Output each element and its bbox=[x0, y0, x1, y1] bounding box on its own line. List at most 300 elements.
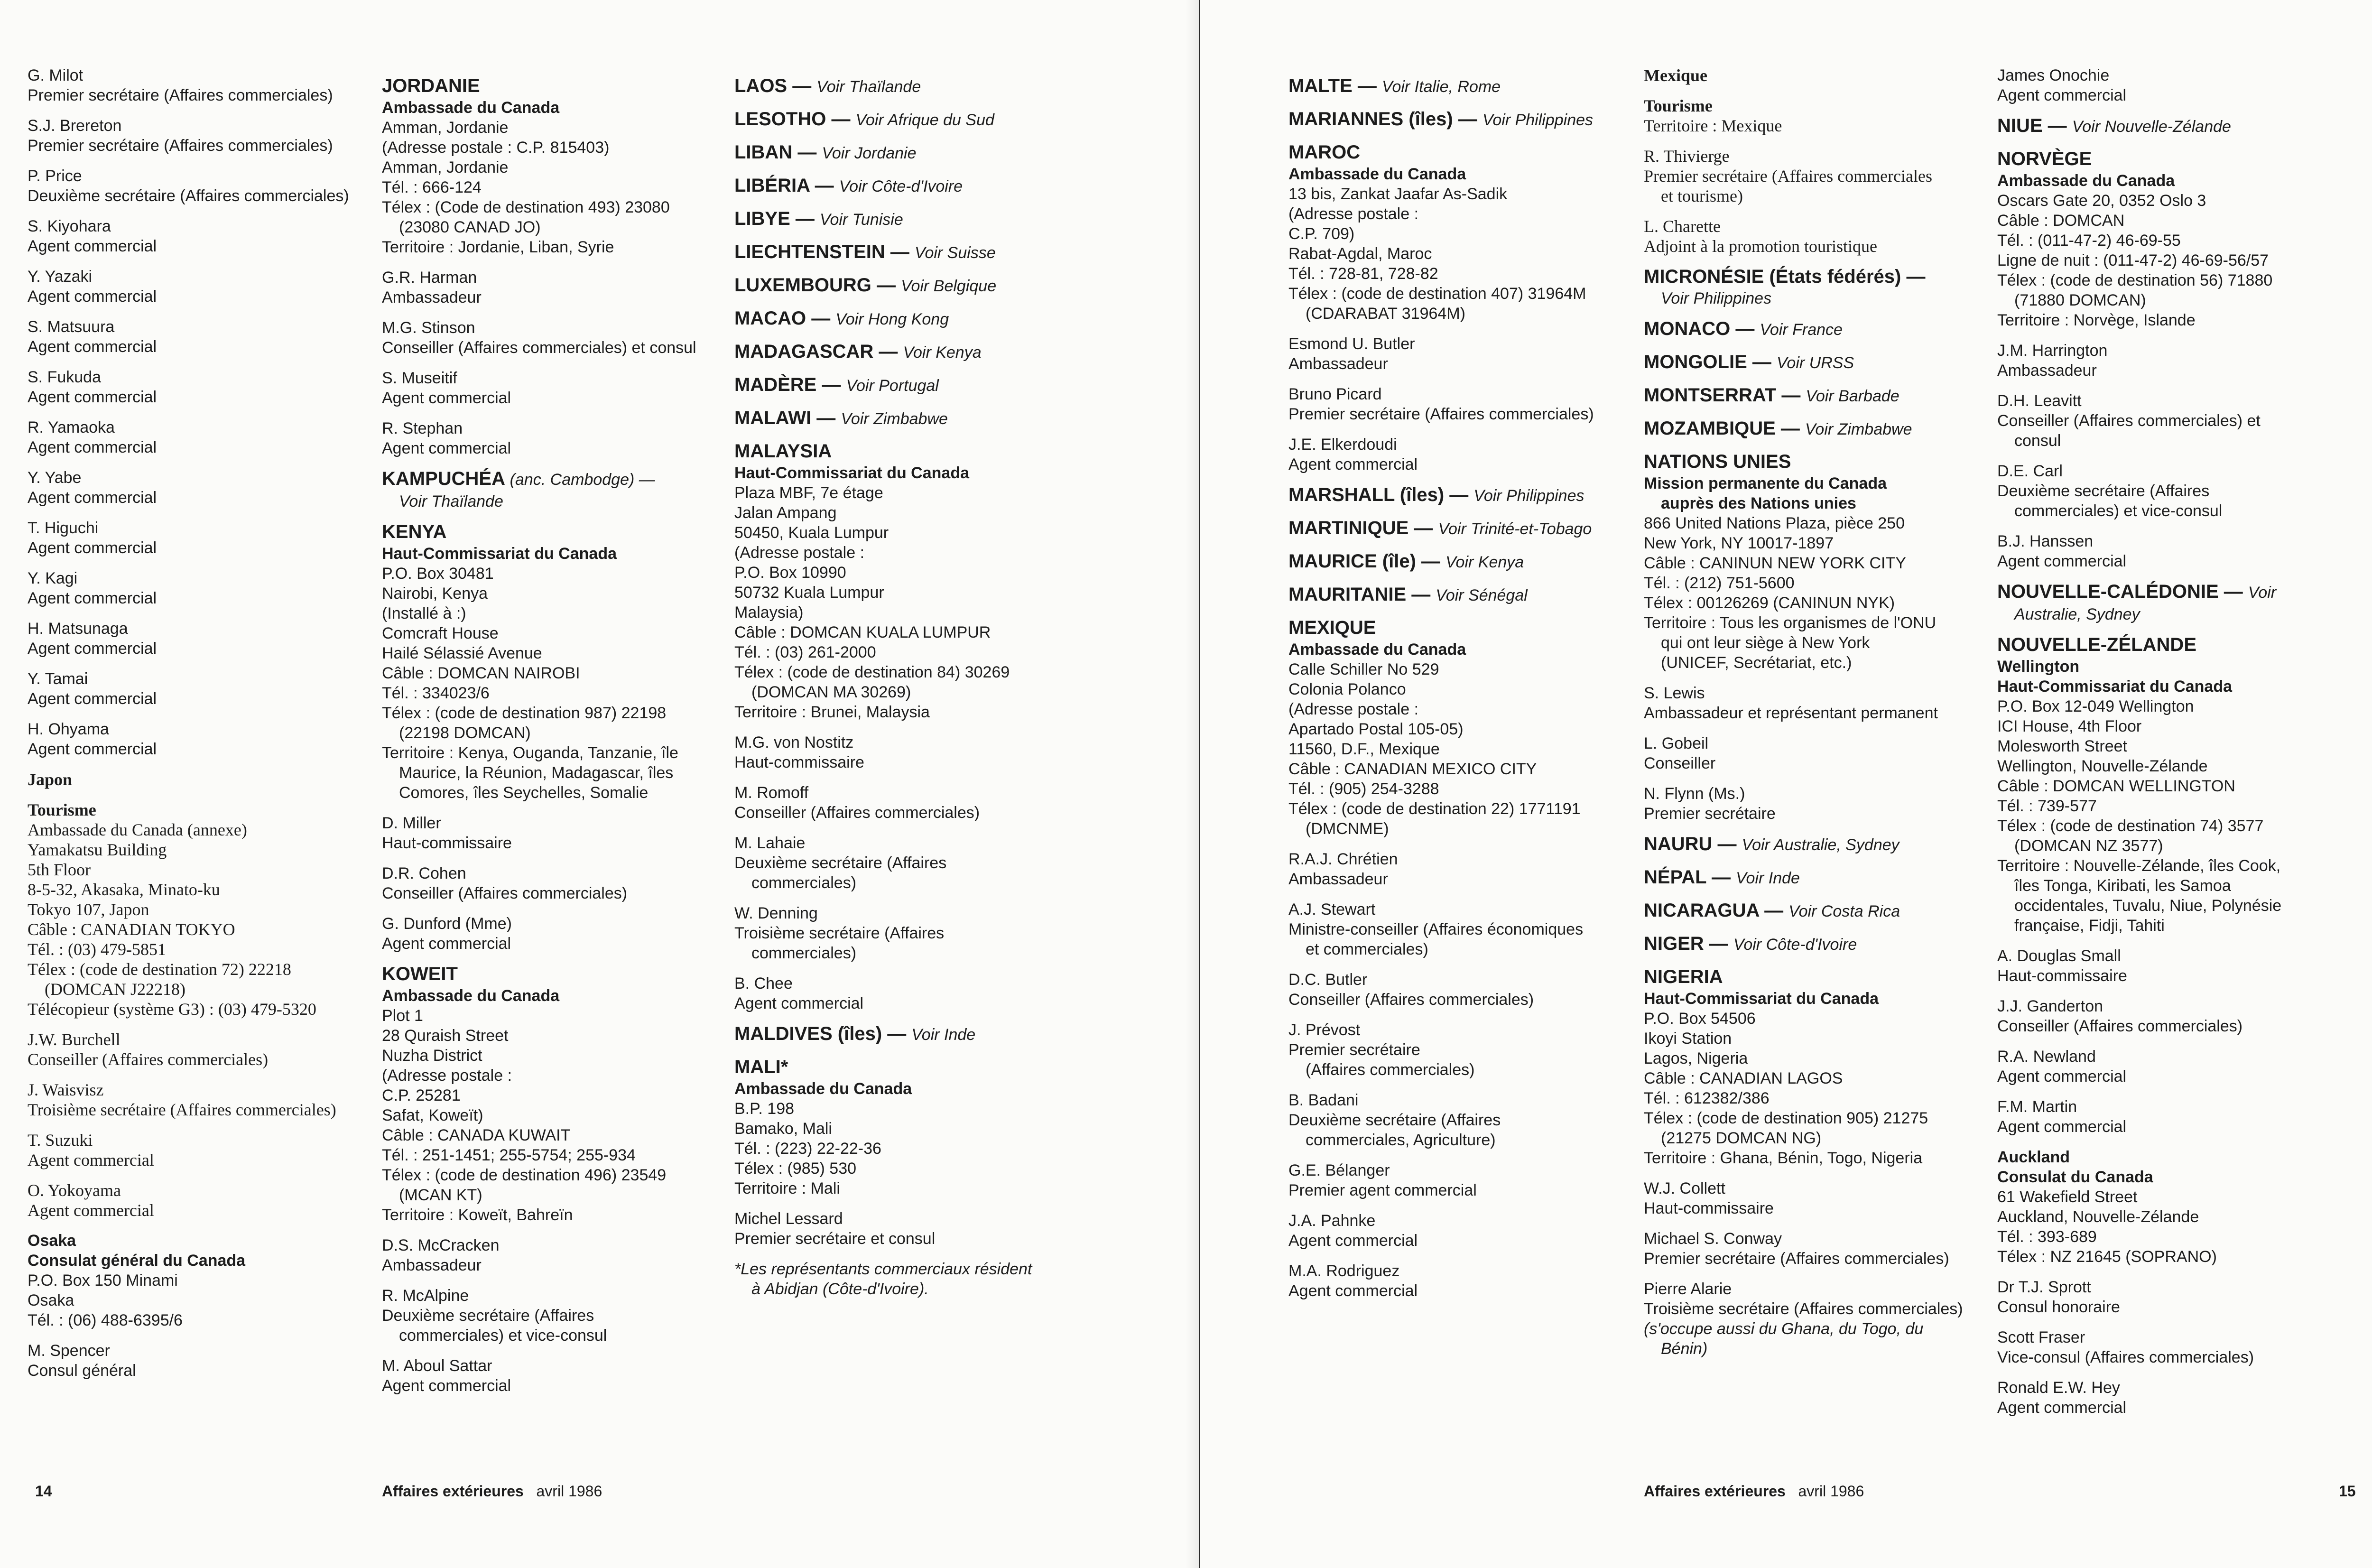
entry-line: Agent commercial bbox=[28, 740, 157, 758]
country-name: MAURITANIE — bbox=[1288, 584, 1431, 605]
column-5 bbox=[1644, 65, 1985, 1359]
entry-line: Pierre Alarie bbox=[1644, 1280, 1732, 1298]
entry-line: Agent commercial bbox=[382, 935, 511, 953]
country-name: MAURICE (île) — bbox=[1288, 551, 1440, 572]
spacer bbox=[28, 1019, 369, 1030]
country-name: JORDANIE bbox=[382, 75, 480, 96]
entry-line: S. Matsuura bbox=[28, 318, 115, 336]
entry-line: Haut-commissaire bbox=[1997, 967, 2127, 985]
entry-line: Conseiller (Affaires commerciales) bbox=[1997, 1017, 2243, 1035]
entry-line: Auckland, Nouvelle-Zélande bbox=[1997, 1208, 2199, 1226]
entry-line: Michel Lessard bbox=[734, 1210, 843, 1228]
spacer bbox=[382, 1225, 723, 1235]
entry-line: Lagos, Nigeria bbox=[1644, 1049, 1748, 1067]
entry-line: Tél. : (223) 22-22-36 bbox=[734, 1140, 881, 1158]
spacer bbox=[28, 1220, 369, 1231]
spacer bbox=[28, 608, 369, 619]
country-name: MALDIVES (îles) — bbox=[734, 1023, 907, 1044]
spacer bbox=[734, 893, 1081, 903]
entry-line: Wellington, Nouvelle-Zélande bbox=[1997, 757, 2208, 775]
country-name: MADAGASCAR — bbox=[734, 341, 898, 362]
country-heading bbox=[1997, 147, 2358, 171]
entry-line: Câble : DOMCAN bbox=[1997, 212, 2125, 230]
entry-line: 50450, Kuala Lumpur bbox=[734, 524, 889, 542]
entry-line: J.M. Harrington bbox=[1997, 342, 2108, 360]
entry-line: R. McAlpine bbox=[382, 1287, 469, 1305]
country-heading bbox=[1644, 450, 1985, 473]
spacer bbox=[382, 257, 723, 268]
entry-line: Agent commercial bbox=[734, 994, 864, 1012]
entry-line: Agent commercial bbox=[1997, 86, 2127, 104]
spacer bbox=[1288, 1010, 1630, 1020]
spacer bbox=[28, 558, 369, 568]
entry-line: Agent commercial bbox=[28, 237, 157, 255]
country-name: MEXIQUE bbox=[1288, 617, 1376, 638]
entry-line: 5th Floor bbox=[28, 860, 91, 879]
mission-name: Wellington bbox=[1997, 658, 2080, 676]
entry-line: Câble : DOMCAN WELLINGTON bbox=[1997, 777, 2235, 795]
cross-reference: Voir Philippines bbox=[1473, 487, 1584, 505]
spacer bbox=[734, 1198, 1081, 1209]
entry-line: H. Matsunaga bbox=[28, 620, 128, 638]
entry-line: L. Charette bbox=[1644, 217, 1721, 236]
mission-name: Mission permanente du Canada bbox=[1644, 474, 1887, 492]
spacer bbox=[1288, 324, 1630, 334]
country-name: MADÈRE — bbox=[734, 374, 841, 395]
entry-line: 13 bis, Zankat Jaafar As-Sadik bbox=[1288, 185, 1508, 203]
entry-line: 8-5-32, Akasaka, Minato-ku bbox=[28, 880, 220, 899]
country-name: MARIANNES (îles) — bbox=[1288, 109, 1477, 130]
entry-line: (Adresse postale : bbox=[382, 1067, 512, 1085]
entry-line: S. Lewis bbox=[1644, 684, 1705, 702]
entry-line: Conseiller (Affaires commerciales) bbox=[382, 884, 628, 902]
spacer bbox=[1288, 839, 1630, 849]
entry-line: Territoire : Tous les organismes de l'ONU bbox=[1644, 614, 1937, 632]
cross-reference: Voir Suisse bbox=[915, 244, 996, 262]
country-heading bbox=[734, 406, 1081, 431]
entry-line: Tél. : 334023/6 bbox=[382, 684, 490, 702]
entry-line: Deuxième secrétaire (Affaires bbox=[1997, 482, 2210, 500]
spacer bbox=[1997, 1317, 2358, 1327]
entry-line: S. Fukuda bbox=[28, 368, 101, 386]
section-heading: Tourisme bbox=[1644, 96, 1713, 115]
entry-line: Haut-commissaire bbox=[734, 753, 864, 771]
entry-line: Ikoyi Station bbox=[1644, 1030, 1732, 1048]
entry-line: Amman, Jordanie bbox=[382, 119, 509, 137]
spacer bbox=[28, 1120, 369, 1130]
spacer bbox=[28, 206, 369, 216]
cross-reference: Voir Costa Rica bbox=[1788, 902, 1900, 920]
spacer bbox=[1997, 1137, 2358, 1147]
country-heading bbox=[1288, 107, 1630, 132]
entry-line: S. Kiyohara bbox=[28, 217, 111, 235]
entry-line: qui ont leur siège à New York bbox=[1661, 634, 1870, 652]
spacer bbox=[28, 105, 369, 116]
entry-line: Télex : (code de destination 905) 21275 bbox=[1644, 1109, 1928, 1127]
entry-line: S. Museitif bbox=[382, 369, 457, 387]
cross-reference: Voir Kenya bbox=[1445, 553, 1524, 571]
country-heading bbox=[1997, 633, 2358, 657]
entry-line: C.P. 709) bbox=[1288, 225, 1355, 243]
entry-line: Agent commercial bbox=[382, 1377, 511, 1395]
entry-line: N. Flynn (Ms.) bbox=[1644, 785, 1745, 803]
country-heading bbox=[1288, 583, 1630, 607]
spacer bbox=[28, 156, 369, 166]
country-name: MALTE — bbox=[1288, 75, 1377, 96]
entry-line: B. Chee bbox=[734, 974, 793, 993]
cross-reference: Voir Jordanie bbox=[822, 144, 917, 162]
entry-line: Yamakatsu Building bbox=[28, 840, 167, 859]
entry-line: Premier secrétaire (Affaires commerciales) bbox=[28, 86, 333, 104]
cross-reference: Voir Côte-d'Ivoire bbox=[1733, 936, 1857, 954]
entry-line: Agent commercial bbox=[28, 489, 157, 507]
footer-date: avril 1986 bbox=[536, 1483, 602, 1500]
entry-line: commerciales) et vice-consul bbox=[2014, 502, 2223, 520]
entry-line: Agent commercial bbox=[28, 338, 157, 356]
cross-reference: Voir Zimbabwe bbox=[841, 410, 948, 428]
spacer bbox=[1288, 1251, 1630, 1261]
country-name: LIBÉRIA — bbox=[734, 175, 834, 196]
cross-reference: Voir Côte-d'Ivoire bbox=[839, 177, 963, 195]
entry-line: Agent commercial bbox=[28, 589, 157, 607]
entry-line: M. Spencer bbox=[28, 1342, 110, 1360]
entry-line: Voir Thaïlande bbox=[399, 492, 503, 510]
country-heading bbox=[1997, 580, 2358, 604]
spacer bbox=[734, 1249, 1081, 1259]
entry-line: Agent commercial bbox=[28, 640, 157, 658]
country-name: MONGOLIE — bbox=[1644, 352, 1771, 372]
entry-line: 50732 Kuala Lumpur bbox=[734, 584, 884, 602]
entry-line: Télex : (code de destination 74) 3577 bbox=[1997, 817, 2264, 835]
mission-name: Ambassade du Canada bbox=[382, 99, 560, 117]
entry-line: Premier secrétaire (Affaires commerciales bbox=[1644, 167, 1933, 186]
entry-line: R. Yamaoka bbox=[28, 418, 115, 436]
entry-line: consul bbox=[2014, 432, 2061, 450]
entry-line: Télex : (code de destination 84) 30269 bbox=[734, 663, 1010, 681]
country-heading bbox=[1997, 114, 2358, 139]
spacer bbox=[28, 357, 369, 367]
entry-line: Adjoint à la promotion touristique bbox=[1644, 237, 1877, 256]
entry-line: Agent commercial bbox=[1997, 1067, 2127, 1086]
country-name: MONTSERRAT — bbox=[1644, 385, 1801, 406]
country-name: NIGERIA bbox=[1644, 966, 1723, 987]
country-name: NATIONS UNIES bbox=[1644, 451, 1791, 472]
entry-line: Agent commercial bbox=[28, 690, 157, 708]
country-heading bbox=[734, 207, 1081, 232]
entry-line: Tél. : 739-577 bbox=[1997, 797, 2097, 815]
entry-line: française, Fidji, Tahiti bbox=[2014, 917, 2165, 935]
entry-line: Premier secrétaire et consul bbox=[734, 1230, 936, 1248]
entry-line: Câble : CANADIAN TOKYO bbox=[28, 920, 235, 939]
entry-line: Voir Philippines bbox=[1661, 289, 1772, 307]
spacer bbox=[382, 1345, 723, 1356]
cross-reference: Voir Tunisie bbox=[820, 211, 903, 229]
entry-line: Agent commercial bbox=[1288, 455, 1418, 473]
footer-magazine: Affaires extérieures bbox=[1644, 1483, 1786, 1500]
spacer bbox=[28, 306, 369, 317]
entry-line: (Installé à :) bbox=[382, 604, 466, 622]
column-2 bbox=[382, 65, 723, 1396]
country-heading bbox=[1644, 350, 1985, 375]
entry-line: Consul honoraire bbox=[1997, 1298, 2120, 1316]
country-name: NÉPAL — bbox=[1644, 867, 1731, 888]
country-heading bbox=[1288, 616, 1630, 640]
section-heading: Japon bbox=[28, 770, 73, 789]
entry-line: Nuzha District bbox=[382, 1047, 482, 1065]
entry-line: Télex : 00126269 (CANINUN NYK) bbox=[1644, 594, 1895, 612]
spacer bbox=[382, 803, 723, 813]
entry-line: (DOMCAN J22218) bbox=[45, 980, 185, 999]
mission-name: Auckland bbox=[1997, 1148, 2070, 1166]
country-heading bbox=[1644, 932, 1985, 956]
entry-line: Vice-consul (Affaires commerciales) bbox=[1997, 1348, 2254, 1366]
page-gutter-divider bbox=[1199, 0, 1200, 1568]
cross-reference: Voir URSS bbox=[1777, 354, 1854, 372]
entry-line: Territoire : Ghana, Bénin, Togo, Nigeria bbox=[1644, 1149, 1923, 1167]
cross-reference: Voir Sénégal bbox=[1436, 586, 1528, 604]
cross-reference: Voir Portugal bbox=[846, 377, 939, 395]
spacer bbox=[1644, 1218, 1985, 1229]
entry-line: T. Higuchi bbox=[28, 519, 99, 537]
entry-line: Câble : CANADIAN MEXICO CITY bbox=[1288, 760, 1537, 778]
cross-reference: Voir Italie, Rome bbox=[1382, 78, 1501, 96]
entry-line: Y. Yabe bbox=[28, 469, 82, 487]
country-heading bbox=[1644, 265, 1985, 288]
entry-line: Michael S. Conway bbox=[1644, 1230, 1782, 1248]
entry-line: (Adresse postale : bbox=[734, 544, 865, 562]
entry-line: Australie, Sydney bbox=[2014, 605, 2140, 623]
country-name: NORVÈGE bbox=[1997, 148, 2092, 169]
spacer bbox=[1644, 85, 1985, 96]
country-name: KAMPUCHÉA bbox=[382, 468, 505, 489]
cross-reference: Voir Hong Kong bbox=[835, 310, 949, 328]
entry-line: Ambassadeur bbox=[382, 288, 482, 306]
entry-line: D.R. Cohen bbox=[382, 864, 466, 882]
entry-line: P.O. Box 150 Minami bbox=[28, 1271, 178, 1290]
entry-line: Consul général bbox=[28, 1362, 136, 1380]
entry-line: (Adresse postale : bbox=[1288, 700, 1419, 718]
entry-line: (DMCNME) bbox=[1306, 820, 1389, 838]
spacer bbox=[28, 1330, 369, 1341]
spacer bbox=[1288, 959, 1630, 970]
entry-line: Nairobi, Kenya bbox=[382, 585, 488, 603]
cross-reference: Voir Inde bbox=[911, 1026, 976, 1044]
entry-line: Agent commercial bbox=[1997, 1399, 2127, 1417]
spacer bbox=[382, 903, 723, 914]
entry-line: Agent commercial bbox=[28, 539, 157, 557]
entry-line: Télex : (code de destination 22) 1771191 bbox=[1288, 800, 1581, 818]
entry-line: Tél. : 666-124 bbox=[382, 178, 482, 196]
entry-line: J.W. Burchell bbox=[28, 1030, 120, 1049]
entry-line: (21275 DOMCAN NG) bbox=[1661, 1129, 1822, 1147]
entry-line: (DOMCAN MA 30269) bbox=[751, 683, 911, 701]
cross-reference: Voir Afrique du Sud bbox=[855, 111, 994, 129]
spacer bbox=[1288, 1080, 1630, 1090]
mission-name: Consulat du Canada bbox=[1997, 1168, 2153, 1186]
entry-line: et commerciales) bbox=[1306, 940, 1428, 958]
entry-line: B.J. Hanssen bbox=[1997, 532, 2094, 550]
entry-line: (CDARABAT 31964M) bbox=[1306, 305, 1465, 323]
entry-line: (71880 DOMCAN) bbox=[2014, 291, 2146, 309]
spacer bbox=[1997, 451, 2358, 461]
column-4 bbox=[1288, 65, 1630, 1301]
entry-line: Territoire : Norvège, Islande bbox=[1997, 311, 2196, 329]
entry-line: Deuxième secrétaire (Affaires bbox=[1288, 1111, 1501, 1129]
country-heading bbox=[1288, 549, 1630, 574]
entry-line: Câble : CANADIAN LAGOS bbox=[1644, 1069, 1843, 1087]
cross-reference: Voir Belgique bbox=[901, 277, 997, 295]
country-name: KENYA bbox=[382, 521, 447, 542]
entry-line: P.O. Box 30481 bbox=[382, 565, 494, 583]
entry-line: Ministre-conseiller (Affaires économiques bbox=[1288, 920, 1584, 938]
mission-name: Haut-Commissariat du Canada bbox=[1644, 990, 1879, 1008]
entry-line: Maurice, la Réunion, Madagascar, îles bbox=[399, 764, 674, 782]
spacer bbox=[1997, 936, 2358, 946]
entry-line: Tél. : 393-689 bbox=[1997, 1228, 2097, 1246]
entry-line: J. Prévost bbox=[1288, 1021, 1361, 1039]
entry-line: B.P. 198 bbox=[734, 1100, 795, 1118]
entry-line: (22198 DOMCAN) bbox=[399, 724, 531, 742]
spacer bbox=[1288, 374, 1630, 384]
spacer bbox=[28, 659, 369, 669]
entry-line: Agent commercial bbox=[28, 438, 157, 456]
country-heading bbox=[734, 373, 1081, 398]
entry-line: Comores, îles Seychelles, Somalie bbox=[399, 784, 649, 802]
country-name: NIGER — bbox=[1644, 933, 1728, 954]
entry-line: Conseiller (Affaires commerciales) bbox=[1288, 991, 1534, 1009]
entry-line: Troisième secrétaire (Affaires bbox=[734, 924, 945, 942]
spacer bbox=[1644, 206, 1985, 216]
entry-line: occidentales, Tuvalu, Niue, Polynésie bbox=[2014, 897, 2282, 915]
spacer bbox=[1288, 424, 1630, 435]
country-heading bbox=[382, 520, 723, 544]
entry-line: 28 Quraish Street bbox=[382, 1027, 509, 1045]
entry-line: A. Douglas Small bbox=[1997, 947, 2121, 965]
country-name: MALAWI — bbox=[734, 408, 836, 428]
footer-date: avril 1986 bbox=[1798, 1483, 1864, 1500]
entry-line: Ligne de nuit : (011-47-2) 46-69-56/57 bbox=[1997, 251, 2269, 269]
country-name: NOUVELLE-CALÉDONIE — bbox=[1997, 581, 2243, 602]
country-heading bbox=[1644, 417, 1985, 441]
entry-line: et tourisme) bbox=[1661, 186, 1743, 205]
entry-line: Y. Yazaki bbox=[28, 268, 93, 286]
entry-line: R. Stephan bbox=[382, 419, 463, 437]
entry-line: Molesworth Street bbox=[1997, 737, 2127, 755]
cross-reference: Voir Zimbabwe bbox=[1805, 420, 1912, 438]
entry-line: commerciales) et vice-consul bbox=[399, 1327, 607, 1345]
entry-line: L. Gobeil bbox=[1644, 734, 1709, 752]
mission-name: Ambassade du Canada bbox=[1997, 172, 2175, 190]
entry-line: Premier secrétaire bbox=[1288, 1041, 1420, 1059]
entry-line: Deuxième secrétaire (Affaires commerciales) bbox=[28, 187, 349, 205]
entry-line: (UNICEF, Secrétariat, etc.) bbox=[1661, 654, 1852, 672]
entry-line: Esmond U. Butler bbox=[1288, 335, 1415, 353]
spacer bbox=[382, 307, 723, 318]
cross-reference: Voir Thaïlande bbox=[816, 78, 921, 96]
entry-line: Osaka bbox=[28, 1291, 74, 1309]
spacer bbox=[1997, 986, 2358, 996]
spacer bbox=[734, 772, 1081, 783]
entry-line: Agent commercial bbox=[382, 439, 511, 457]
entry-line: Agent commercial bbox=[28, 388, 157, 406]
entry-line: (Adresse postale : C.P. 815403) bbox=[382, 139, 610, 157]
entry-line: Scott Fraser bbox=[1997, 1328, 2085, 1346]
country-name: NOUVELLE-ZÉLANDE bbox=[1997, 634, 2196, 655]
entry-line: (Adresse postale : bbox=[1288, 205, 1419, 223]
country-name: MOZAMBIQUE — bbox=[1644, 418, 1800, 439]
country-heading bbox=[734, 306, 1081, 331]
entry-line: Territoire : Mali bbox=[734, 1179, 840, 1197]
column-6 bbox=[1997, 65, 2358, 1418]
spacer bbox=[1288, 1200, 1630, 1211]
country-heading bbox=[734, 439, 1081, 463]
entry-line: Territoire : Jordanie, Liban, Syrie bbox=[382, 238, 614, 256]
entry-line: (Affaires commerciales) bbox=[1306, 1061, 1475, 1079]
country-name: MALI* bbox=[734, 1057, 788, 1077]
entry-line: Deuxième secrétaire (Affaires bbox=[734, 854, 947, 872]
spacer bbox=[734, 963, 1081, 974]
entry-line: Câble : DOMCAN KUALA LUMPUR bbox=[734, 623, 991, 641]
entry-line: Télécopieur (système G3) : (03) 479-5320 bbox=[28, 1000, 316, 1019]
entry-line: M.G. Stinson bbox=[382, 319, 475, 337]
entry-line: Safat, Koweït) bbox=[382, 1106, 483, 1124]
entry-line: îles Tonga, Kiribati, les Samoa bbox=[2014, 877, 2231, 895]
entry-line: D.H. Leavitt bbox=[1997, 392, 2082, 410]
entry-line: Territoire : Koweït, Bahreïn bbox=[382, 1206, 573, 1224]
country-heading bbox=[1644, 865, 1985, 890]
spacer bbox=[28, 789, 369, 800]
entry-line: (23080 CANAD JO) bbox=[399, 218, 541, 236]
entry-line: D.E. Carl bbox=[1997, 462, 2063, 480]
entry-line: Premier secrétaire (Affaires commerciales) bbox=[28, 137, 333, 155]
entry-line: M.A. Rodriguez bbox=[1288, 1262, 1400, 1280]
entry-line: Agent commercial bbox=[28, 1201, 154, 1220]
spacer bbox=[28, 457, 369, 468]
country-heading bbox=[734, 140, 1081, 165]
country-name: NIUE — bbox=[1997, 115, 2067, 136]
country-heading bbox=[734, 240, 1081, 265]
entry-line: P.O. Box 10990 bbox=[734, 564, 846, 582]
entry-line: à Abidjan (Côte-d'Ivoire). bbox=[751, 1280, 929, 1298]
mission-name: Ambassade du Canada bbox=[1288, 640, 1466, 659]
entry-line: (MCAN KT) bbox=[399, 1186, 482, 1204]
cross-reference: Voir bbox=[2248, 584, 2277, 602]
entry-line: Rabat-Agdal, Maroc bbox=[1288, 245, 1432, 263]
entry-line: Premier agent commercial bbox=[1288, 1181, 1477, 1199]
spacer bbox=[1997, 1367, 2358, 1378]
spacer bbox=[734, 823, 1081, 833]
entry-line: S.J. Brereton bbox=[28, 117, 122, 135]
country-heading bbox=[1288, 483, 1630, 508]
entry-line: M. Lahaie bbox=[734, 834, 806, 852]
column-1 bbox=[28, 65, 369, 1381]
spacer bbox=[1997, 1036, 2358, 1047]
entry-line: B. Badani bbox=[1288, 1091, 1359, 1109]
country-heading bbox=[1644, 832, 1985, 857]
cross-reference: Voir Trinité-et-Tobago bbox=[1438, 520, 1592, 538]
spacer bbox=[382, 358, 723, 368]
country-name: MALAYSIA bbox=[734, 441, 832, 462]
entry-line: Plot 1 bbox=[382, 1007, 423, 1025]
spacer bbox=[28, 709, 369, 719]
cross-reference: Voir Barbade bbox=[1806, 387, 1899, 405]
cross-reference: Voir Inde bbox=[1736, 869, 1800, 887]
entry-line: D. Miller bbox=[382, 814, 441, 832]
entry-line: Télex : (code de destination 72) 22218 bbox=[28, 960, 291, 979]
entry-line: Deuxième secrétaire (Affaires bbox=[382, 1307, 594, 1325]
country-heading bbox=[382, 74, 723, 98]
spacer bbox=[28, 1170, 369, 1180]
